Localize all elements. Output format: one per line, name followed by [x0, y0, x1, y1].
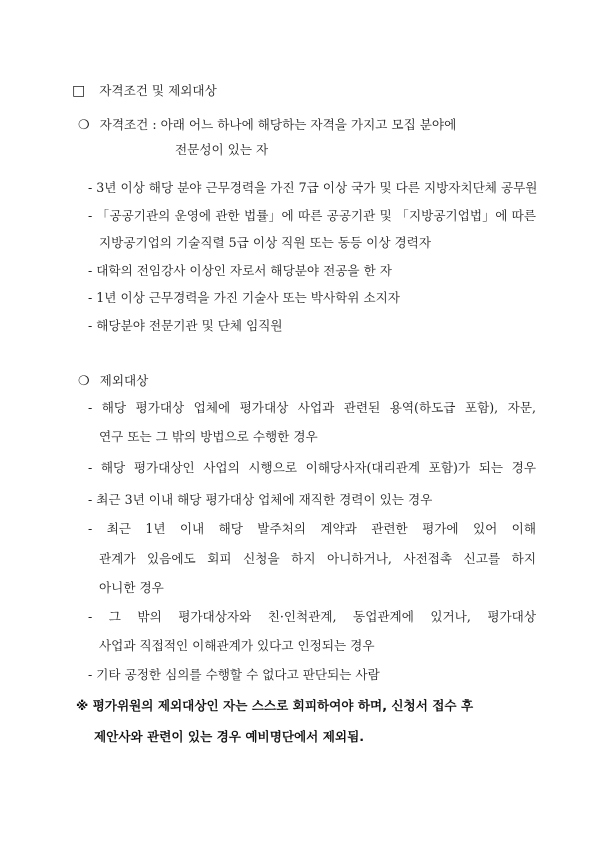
- circle-bullet-icon: ❍: [78, 118, 90, 133]
- note-line: ※ 평가위원의 제외대상인 자는 스스로 회피하여야 하며, 신청서 접수 후: [76, 698, 474, 713]
- qualification-item: - 해당분야 전문기관 및 단체 임직원: [88, 318, 283, 333]
- circle-bullet-icon: ❍: [78, 374, 90, 389]
- exclusion-item: - 기타 공정한 심의를 수행할 수 없다고 판단되는 사람: [88, 667, 380, 682]
- exclusion-item-continuation: 아니한 경우: [99, 580, 164, 595]
- qualification-item-continuation: 지방공기업의 기술직렬 5급 이상 직원 또는 동등 이상 경력자: [99, 235, 432, 250]
- exclusion-item: - 해당 평가대상인 사업의 시행으로 이해당사자(대리관계 포함)가 되는 경우: [88, 460, 536, 475]
- exclusion-item: - 해당 평가대상 업체에 평가대상 사업과 관련된 용역(하도급 포함), 자문,: [88, 400, 536, 415]
- section-heading: [72, 81, 217, 101]
- qualification-heading-line1: 자격조건 : 아래 어느 하나에 해당하는 자격을 가지고 모집 분야에: [99, 117, 457, 132]
- exclusion-item: - 그 밖의 평가대상자와 친·인척관계, 동업관계에 있거나, 평가대상: [88, 609, 536, 624]
- exclusion-heading-label: 제외대상: [99, 373, 149, 388]
- qualification-heading-line2: 전문성이 있는 자: [175, 142, 269, 157]
- qualification-item: - 1년 이상 근무경력을 가진 기술사 또는 박사학위 소지자: [88, 290, 400, 305]
- exclusion-item-continuation: 관계가 있음에도 회피 신청을 하지 아니하거나, 사전접촉 신고를 하지: [99, 551, 536, 566]
- checkbox-square-icon: □: [72, 83, 86, 99]
- qualification-item: - 3년 이상 해당 분야 근무경력을 가진 7급 이상 국가 및 다른 지방자치단체 공무원: [88, 180, 538, 195]
- qualification-heading: [78, 115, 456, 135]
- section-title: 자격조건 및 제외대상: [99, 83, 217, 98]
- exclusion-item: - 최근 3년 이내 해당 평가대상 업체에 재직한 경력이 있는 경우: [88, 492, 433, 507]
- exclusion-item-continuation: 사업과 직접적인 이해관계가 있다고 인정되는 경우: [99, 638, 375, 653]
- note-line: 제안사와 관련이 있는 경우 예비명단에서 제외됨.: [94, 729, 365, 744]
- exclusion-item: - 최근 1년 이내 해당 발주처의 계약과 관련한 평가에 있어 이해: [88, 521, 536, 536]
- qualification-item: - 「공공기관의 운영에 관한 법률」에 따른 공공기관 및 「지방공기업법」에 따른: [88, 208, 536, 223]
- qualification-item: - 대학의 전임강사 이상인 자로서 해당분야 전공을 한 자: [88, 263, 392, 278]
- exclusion-heading: [78, 371, 148, 391]
- exclusion-item-continuation: 연구 또는 그 밖의 방법으로 수행한 경우: [99, 429, 318, 444]
